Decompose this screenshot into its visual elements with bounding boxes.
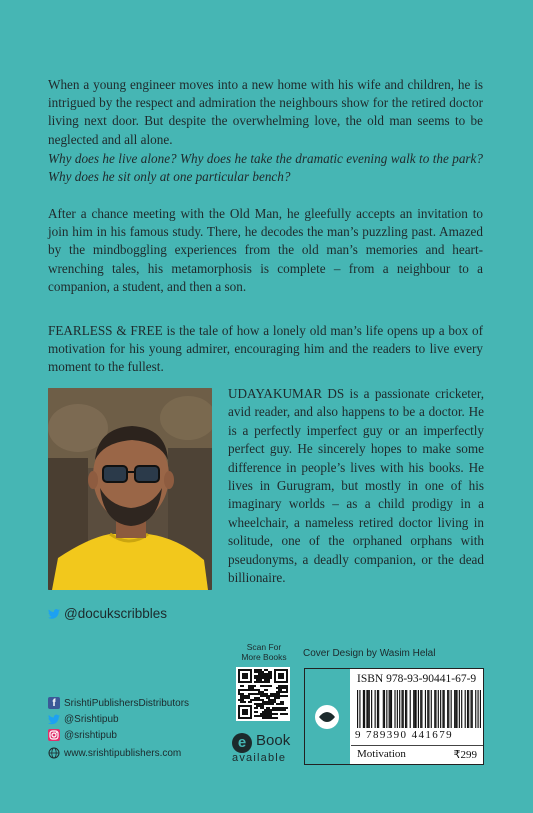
isbn-text: ISBN 978-93-90441-67-9 bbox=[357, 673, 477, 685]
scan-line-1: Scan For bbox=[246, 642, 282, 652]
facebook-icon: f bbox=[48, 697, 60, 709]
blurb-paragraph-1: When a young engineer moves into a new home with his wife and children, he is intrigued by the respect and admiration the neighbours show for the retired doctor living next door. But despite the overwhelming love, the old man seems to be neglected and all alone. bbox=[48, 77, 483, 147]
barcode-block bbox=[304, 668, 484, 765]
twitter-icon bbox=[48, 608, 60, 620]
publisher-twitter[interactable] bbox=[48, 713, 119, 725]
twitter-icon bbox=[48, 713, 60, 725]
publisher-facebook[interactable] bbox=[48, 697, 189, 709]
instagram-icon bbox=[48, 729, 60, 741]
barcode-digits: 9 789390 441679 bbox=[355, 729, 453, 741]
ebook-e-icon: e bbox=[232, 733, 252, 753]
blurb-paragraph-3: After a chance meeting with the Old Man, he gleefully accepts an invitation to join him in his famous study. There, he decodes the man’s puzzling past. Amazed by the mindboggling experiences from the old man’s memories and heart-wrenching tales, his metamorphosis is complete – from a neighbour to a companion, a student, and then a son. bbox=[48, 206, 483, 294]
publisher-logo bbox=[305, 669, 350, 764]
author-bio: UDAYAKUMAR DS is a passionate cricketer, avid reader, and also happens to be a doctor. He is a perfectly imperfect guy or an imperfectly perfect guy. He sincerely hopes to make some difference in people’s lives with his books. He lives in Gurugram, but mostly in one of his imaginary worlds – as a child prodigy in a wheelchair, a nameless retired doctor living in solitude, one of the orphaned orphans with pseudonyms, a deadly companion, or the dead billionaire. bbox=[228, 386, 484, 586]
publisher-website-label: www.srishtipublishers.com bbox=[64, 747, 182, 759]
publisher-website[interactable] bbox=[48, 747, 181, 759]
barcode-separator bbox=[351, 745, 483, 746]
publisher-instagram[interactable] bbox=[48, 729, 117, 741]
publisher-instagram-label: @srishtipub bbox=[64, 729, 117, 741]
price-label: ₹299 bbox=[453, 749, 477, 761]
cover-design-credit: Cover Design by Wasim Helal bbox=[303, 648, 436, 659]
ebook-label: Book bbox=[256, 732, 291, 749]
barcode bbox=[357, 690, 481, 728]
blurb-paragraph-4: FEARLESS & FREE is the tale of how a lonely old man’s life opens up a box of motivation for his young admirer, encouraging him and the readers to live every moment to the fullest. bbox=[48, 323, 483, 375]
globe-icon bbox=[48, 747, 60, 759]
author-twitter[interactable] bbox=[48, 606, 167, 621]
scan-line-2: More Books bbox=[241, 652, 287, 662]
ebook-available: available bbox=[232, 752, 287, 764]
publisher-twitter-label: @Srishtipub bbox=[64, 713, 119, 725]
blurb-questions: Why does he live alone? Why does he take the dramatic evening walk to the park? Why does he sit only at one particular bench? bbox=[48, 151, 483, 185]
author-twitter-handle: @docukscribbles bbox=[64, 606, 167, 621]
category-label: Motivation bbox=[357, 748, 406, 760]
scan-caption bbox=[232, 642, 296, 662]
author-photo bbox=[48, 388, 212, 590]
qr-code[interactable] bbox=[236, 667, 290, 721]
publisher-facebook-label: SrishtiPublishersDistributors bbox=[64, 697, 190, 709]
